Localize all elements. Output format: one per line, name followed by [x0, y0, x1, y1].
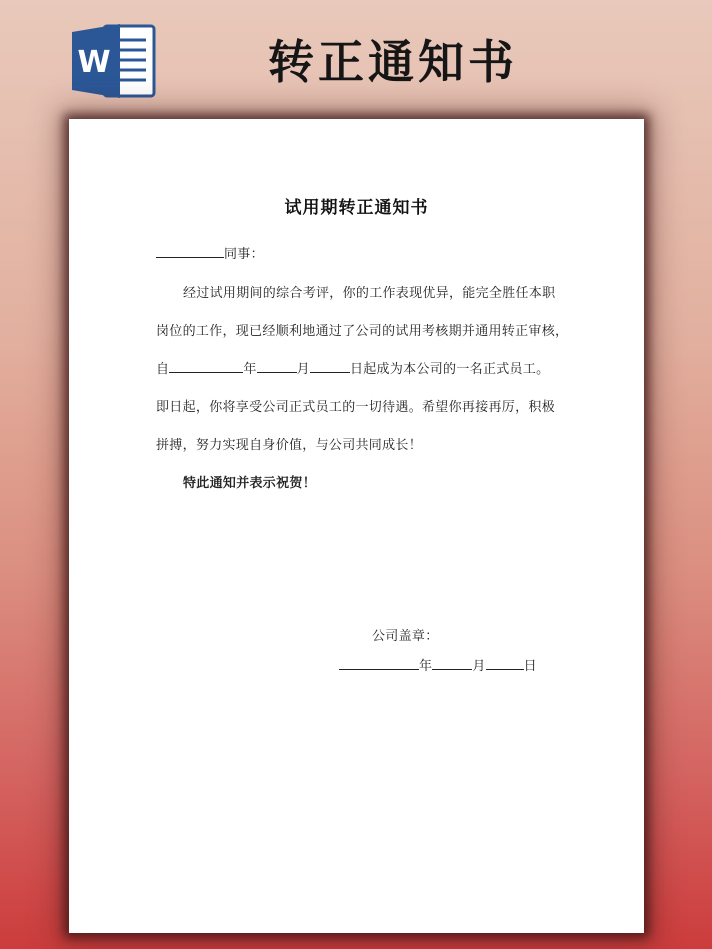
salutation-text: 同事： — [224, 247, 264, 262]
banner-title: 转正通知书 — [268, 35, 518, 89]
word-icon — [70, 22, 156, 100]
sign-day-label: 日 — [523, 659, 537, 674]
word-icon-letter: W — [77, 45, 111, 80]
start-day-text: 日起成为本公司的一名正式员工。 — [349, 362, 550, 377]
start-date-prefix: 自 — [156, 362, 170, 377]
closing-text: 特此通知并表示祝贺！ — [183, 476, 317, 491]
start-month-label: 月 — [296, 362, 310, 377]
sign-month-blank — [432, 657, 472, 670]
document-page — [69, 119, 644, 933]
body-line-1: 经过试用期间的综合考评，你的工作表现优异，能完全胜任本职 — [183, 286, 556, 301]
body-line-4: 即日起，你将享受公司正式员工的一切待遇。希望你再接再厉，积极 — [156, 400, 556, 415]
start-year-blank — [169, 360, 243, 373]
start-day-blank — [310, 360, 350, 373]
start-year-label: 年 — [243, 362, 257, 377]
banner-header — [0, 0, 712, 110]
start-month-blank — [257, 360, 297, 373]
sign-month-label: 月 — [472, 659, 486, 674]
body-line-5: 拼搏，努力实现自身价值，与公司共同成长！ — [156, 438, 423, 453]
sign-year-blank — [339, 657, 419, 670]
sign-day-blank — [486, 657, 524, 670]
salutation-line — [156, 243, 264, 262]
document-title: 试用期转正通知书 — [284, 198, 429, 218]
signature-date-line — [339, 655, 537, 674]
seal-label: 公司盖章： — [372, 629, 439, 644]
body-line-2: 岗位的工作，现已经顺利地通过了公司的试用考核期并通用转正审核， — [156, 324, 569, 339]
name-blank — [156, 245, 224, 258]
body-line-3 — [156, 358, 549, 377]
sign-year-label: 年 — [419, 659, 433, 674]
